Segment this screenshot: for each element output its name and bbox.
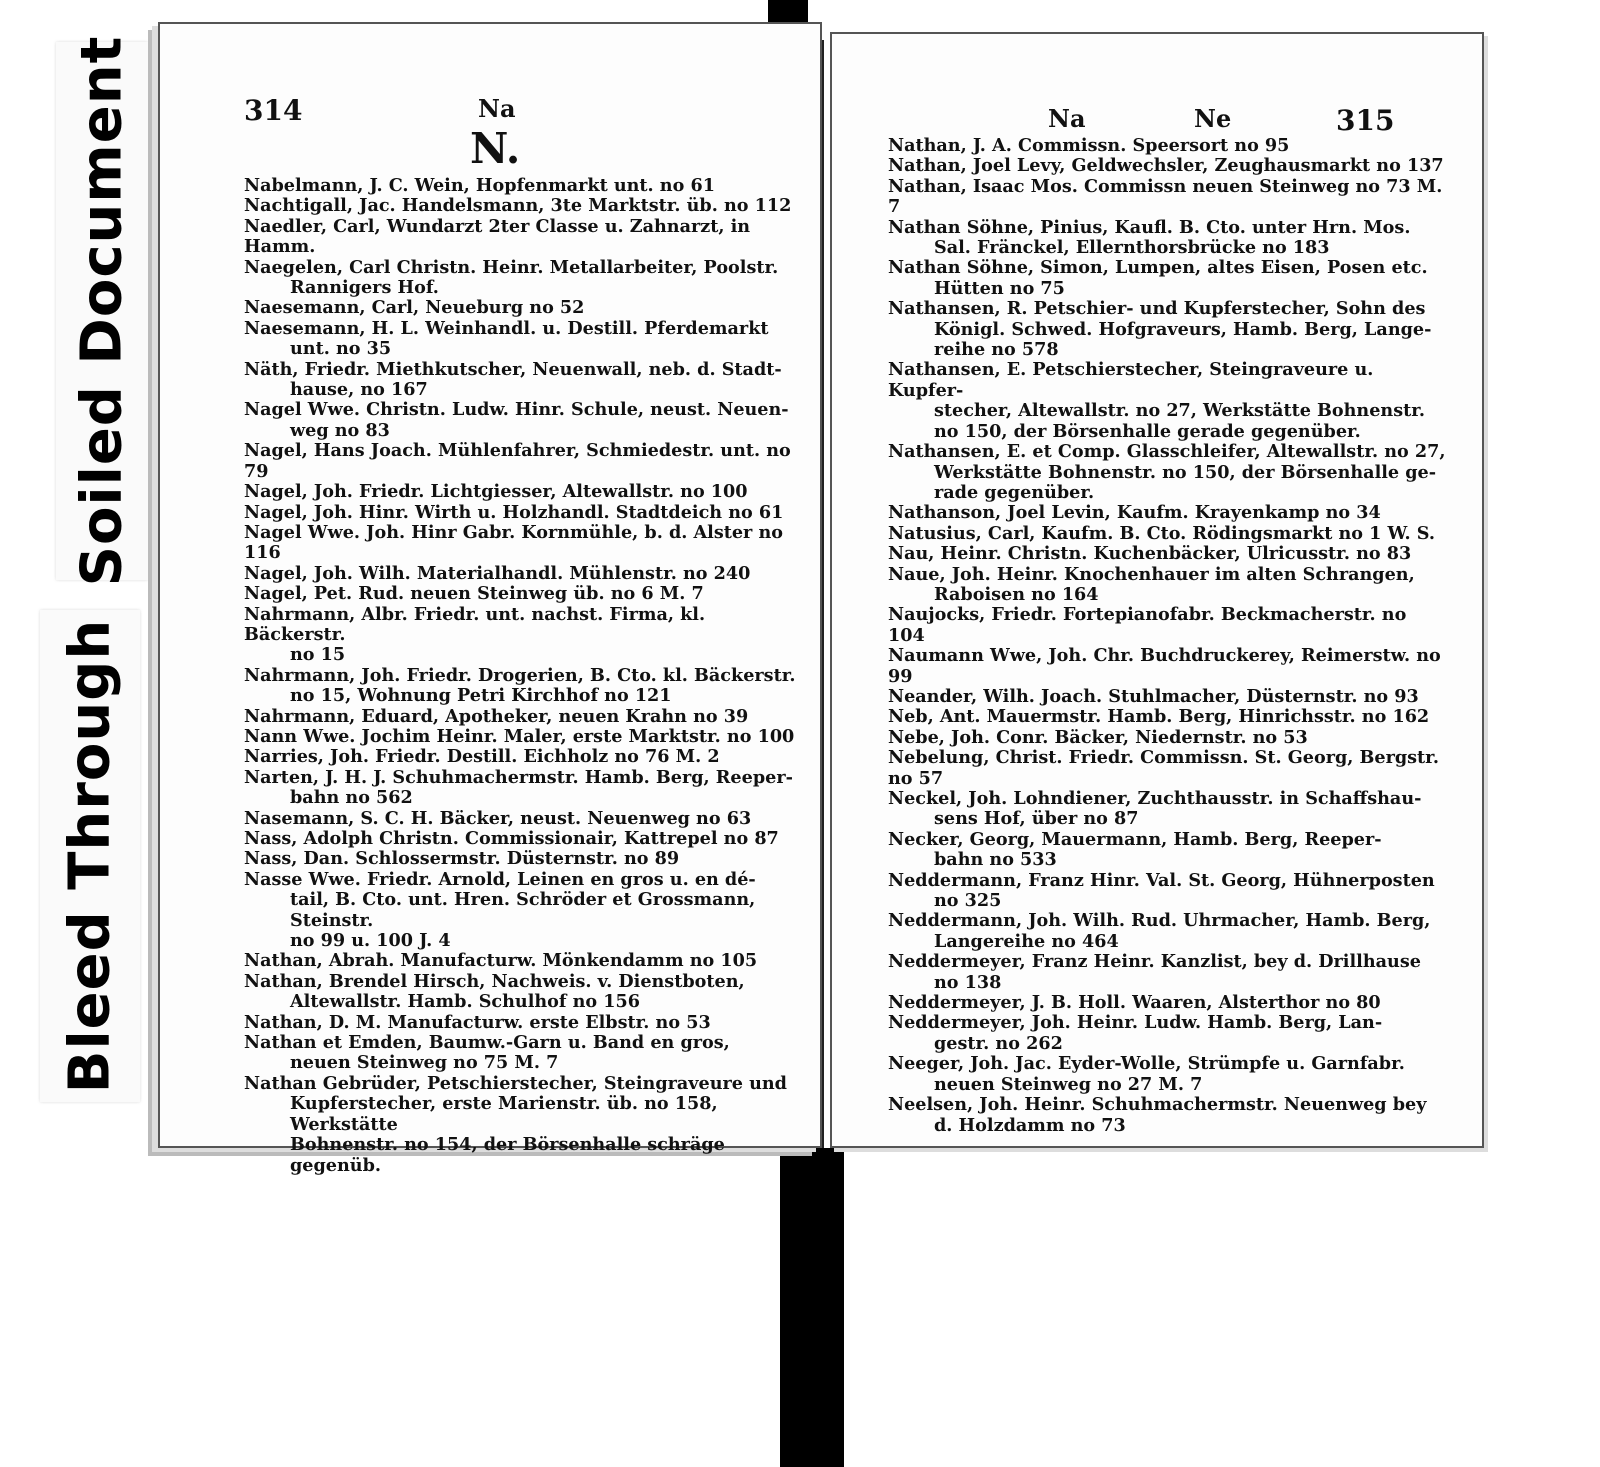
entry-continuation: stecher, Altewallstr. no 27, Werkstätte Bohnenstr. <box>934 400 1426 422</box>
directory-entry <box>244 605 804 666</box>
entry-continuation: Werkstätte Bohnenstr. no 150, der Börsenhalle ge- <box>934 461 1437 483</box>
directory-entry <box>888 605 1448 646</box>
entry-continuation: hause, no 167 <box>290 379 428 401</box>
entry-line: Nathan et Emden, Baumw.-Garn u. Band en gros, <box>244 1032 730 1054</box>
directory-entry <box>244 707 804 727</box>
entry-line: Nann Wwe. Jochim Heinr. Maler, erste Marktstr. no 100 <box>244 725 795 747</box>
entry-continuation: Raboisen no 164 <box>934 583 1099 605</box>
entry-line: Neeger, Joh. Jac. Eyder-Wolle, Strümpfe u. Garnfabr. <box>888 1053 1405 1075</box>
right-page-number: 315 <box>1336 104 1395 137</box>
entry-line: Naue, Joh. Heinr. Knochenhauer im alten Schrangen, <box>888 563 1415 585</box>
entry-continuation: neuen Steinweg no 75 M. 7 <box>290 1052 559 1074</box>
entry-continuation: no 15 <box>290 644 346 666</box>
directory-entry <box>244 727 804 747</box>
directory-entry <box>244 1013 804 1033</box>
directory-entry <box>244 584 804 604</box>
entry-continuation: bahn no 533 <box>934 849 1057 871</box>
entry-continuation: Langereihe no 464 <box>934 930 1119 952</box>
directory-entry <box>888 524 1448 544</box>
entry-line: Naujocks, Friedr. Fortepianofabr. Beckmacherstr. no 104 <box>888 604 1407 646</box>
directory-entry <box>888 830 1448 871</box>
directory-entry <box>888 503 1448 523</box>
entry-continuation: Sal. Fränckel, Ellernthorsbrücke no 183 <box>934 237 1330 259</box>
entry-continuation: bahn no 562 <box>290 787 413 809</box>
directory-entry <box>888 258 1448 299</box>
directory-entry <box>244 176 804 196</box>
entry-line: Nagel, Joh. Hinr. Wirth u. Holzhandl. Stadtdeich no 61 <box>244 501 784 523</box>
entry-line: Naesemann, Carl, Neueburg no 52 <box>244 297 585 319</box>
entry-continuation: Kupferstecher, erste Marienstr. üb. no 158, Werkstätte <box>290 1093 718 1135</box>
entry-line: Nahrmann, Albr. Friedr. unt. nachst. Firma, kl. Bäckerstr. <box>244 603 706 645</box>
directory-entry <box>888 1095 1448 1136</box>
entry-line: Nathanson, Joel Levin, Kaufm. Krayenkamp no 34 <box>888 502 1381 524</box>
directory-entry <box>244 849 804 869</box>
entry-line: Nagel, Joh. Wilh. Materialhandl. Mühlenstr. no 240 <box>244 562 751 584</box>
directory-entry <box>888 442 1448 503</box>
directory-entry <box>888 218 1448 259</box>
entry-line: Neander, Wilh. Joach. Stuhlmacher, Düsternstr. no 93 <box>888 685 1419 707</box>
entry-line: Narries, Joh. Friedr. Destill. Eichholz no 76 M. 2 <box>244 746 720 768</box>
entry-continuation: weg no 83 <box>290 419 390 441</box>
binding-strip-bottom <box>780 1148 844 1467</box>
directory-entry <box>244 809 804 829</box>
soiled-document-text: Soiled Document <box>69 35 135 587</box>
directory-entry <box>888 748 1448 789</box>
directory-entry <box>244 829 804 849</box>
entry-line: Nathan, Abrah. Manufacturw. Mönkendamm no 105 <box>244 950 758 972</box>
directory-entry <box>888 707 1448 727</box>
left-page-header: Na <box>478 94 516 123</box>
entry-continuation: rade gegenüber. <box>934 481 1095 503</box>
entry-line: Nathan, Brendel Hirsch, Nachweis. v. Dienstboten, <box>244 970 745 992</box>
entry-line: Näth, Friedr. Miethkutscher, Neuenwall, neb. d. Stadt- <box>244 358 782 380</box>
entry-line: Nagel Wwe. Joh. Hinr Gabr. Kornmühle, b. d. Alster no 116 <box>244 521 783 564</box>
entry-continuation: no 150, der Börsenhalle gerade gegenüber. <box>934 420 1361 442</box>
directory-entry <box>888 911 1448 952</box>
left-page-number: 314 <box>244 94 303 127</box>
entry-continuation: Altewallstr. Hamb. Schulhof no 156 <box>290 991 640 1013</box>
entry-line: Nabelmann, J. C. Wein, Hopfenmarkt unt. no 61 <box>244 175 715 196</box>
entry-continuation: no 138 <box>934 971 1002 993</box>
directory-entry <box>244 217 804 258</box>
directory-entry <box>244 951 804 971</box>
entry-line: Nathan Söhne, Pinius, Kaufl. B. Cto. unter Hrn. Mos. <box>888 216 1411 238</box>
bleed-through-label <box>40 610 140 1102</box>
directory-entry <box>244 482 804 502</box>
entry-line: Nathan Gebrüder, Petschierstecher, Steingraveure und <box>244 1072 787 1094</box>
directory-entry <box>888 156 1448 176</box>
entry-line: Nathan, D. M. Manufacturw. erste Elbstr. no 53 <box>244 1011 711 1033</box>
directory-entry <box>888 871 1448 912</box>
directory-entry <box>244 1074 804 1176</box>
entry-continuation: sens Hof, über no 87 <box>934 808 1139 830</box>
entry-line: Naumann Wwe, Joh. Chr. Buchdruckerey, Reimerstw. no 99 <box>888 645 1441 687</box>
directory-entry <box>888 952 1448 993</box>
entry-continuation: no 15, Wohnung Petri Kirchhof no 121 <box>290 685 672 707</box>
entry-continuation: Königl. Schwed. Hofgraveurs, Hamb. Berg, Lange- <box>934 318 1432 340</box>
directory-entry <box>888 789 1448 830</box>
directory-entry <box>888 728 1448 748</box>
entry-line: Nachtigall, Jac. Handelsmann, 3te Marktstr. üb. no 112 <box>244 195 792 217</box>
directory-entry <box>244 564 804 584</box>
entry-line: Neddermann, Franz Hinr. Val. St. Georg, Hühnerposten <box>888 869 1435 891</box>
entry-line: Nahrmann, Eduard, Apotheker, neuen Krahn no 39 <box>244 705 749 727</box>
directory-entry <box>244 972 804 1013</box>
entry-line: Nahrmann, Joh. Friedr. Drogerien, B. Cto. kl. Bäckerstr. <box>244 664 796 686</box>
entry-line: Neelsen, Joh. Heinr. Schuhmachermstr. Neuenweg bey <box>888 1094 1427 1116</box>
entry-line: Nasemann, S. C. H. Bäcker, neust. Neuenweg no 63 <box>244 807 752 829</box>
entry-line: Neddermeyer, Joh. Heinr. Ludw. Hamb. Berg, Lan- <box>888 1012 1383 1034</box>
directory-entry <box>244 400 804 441</box>
entry-continuation: d. Holzdamm no 73 <box>934 1114 1126 1136</box>
entry-line: Necker, Georg, Mauermann, Hamb. Berg, Reeper- <box>888 828 1382 850</box>
entry-continuation: tail, B. Cto. unt. Hren. Schröder et Grossmann, Steinstr. <box>290 889 756 931</box>
right-page <box>830 32 1484 1148</box>
right-page-header-right: Ne <box>1194 104 1232 133</box>
entry-line: Naesemann, H. L. Weinhandl. u. Destill. Pferdemarkt <box>244 317 769 339</box>
entry-continuation: Hütten no 75 <box>934 277 1065 299</box>
entry-line: Neddermeyer, Franz Heinr. Kanzlist, bey d. Drillhause <box>888 951 1421 973</box>
entry-line: Nass, Adolph Christn. Commissionair, Kattrepel no 87 <box>244 828 779 849</box>
directory-entry <box>244 319 804 360</box>
entry-continuation: neuen Steinweg no 27 M. 7 <box>934 1073 1203 1095</box>
directory-entry <box>888 993 1448 1013</box>
directory-entry <box>888 136 1448 156</box>
directory-entry <box>244 870 804 952</box>
entry-line: Neddermann, Joh. Wilh. Rud. Uhrmacher, Hamb. Berg, <box>888 910 1431 932</box>
entry-line: Narten, J. H. J. Schuhmachermstr. Hamb. Berg, Reeper- <box>244 766 793 788</box>
entry-continuation: reihe no 578 <box>934 339 1059 361</box>
entry-line: Naegelen, Carl Christn. Heinr. Metallarbeiter, Poolstr. <box>244 256 779 278</box>
directory-entry <box>244 768 804 809</box>
entry-line: Nathan, Joel Levy, Geldwechsler, Zeughausmarkt no 137 <box>888 155 1444 177</box>
entry-line: Nathansen, E. et Comp. Glasschleifer, Altewallstr. no 27, <box>888 441 1446 463</box>
entry-line: Neddermeyer, J. B. Holl. Waaren, Alsterthor no 80 <box>888 992 1381 1014</box>
right-entry-list <box>888 136 1448 1136</box>
directory-entry <box>888 299 1448 360</box>
section-letter: N. <box>470 124 521 173</box>
entry-continuation: no 325 <box>934 890 1002 912</box>
directory-entry <box>244 441 804 482</box>
directory-entry <box>888 646 1448 687</box>
directory-entry <box>888 1054 1448 1095</box>
entry-continuation: Bohnenstr. no 154, der Börsenhalle schräge gegenüb. <box>290 1134 725 1176</box>
directory-entry <box>244 360 804 401</box>
entry-line: Neckel, Joh. Lohndiener, Zuchthausstr. in Schaffshau- <box>888 788 1422 809</box>
directory-entry <box>888 360 1448 442</box>
entry-line: Naedler, Carl, Wundarzt 2ter Classe u. Zahnarzt, in Hamm. <box>244 215 751 258</box>
soiled-document-label <box>56 35 148 587</box>
bleed-through-text: Bleed Through <box>57 618 123 1094</box>
directory-entry <box>888 1013 1448 1054</box>
entry-line: Nebelung, Christ. Friedr. Commissn. St. Georg, Bergstr. no 57 <box>888 747 1439 789</box>
left-entry-list <box>244 176 804 1176</box>
entry-line: Nathansen, R. Petschier- und Kupferstecher, Sohn des <box>888 298 1426 320</box>
entry-line: Natusius, Carl, Kaufm. B. Cto. Rödingsmarkt no 1 W. S. <box>888 522 1435 544</box>
directory-entry <box>244 503 804 523</box>
entry-line: Nass, Dan. Schlossermstr. Düsternstr. no 89 <box>244 848 680 870</box>
entry-line: Nasse Wwe. Friedr. Arnold, Leinen en gros u. en dé- <box>244 868 756 890</box>
entry-line: Nathan, Isaac Mos. Commissn neuen Steinweg no 73 M. 7 <box>888 175 1443 218</box>
right-page-header-left: Na <box>1048 104 1086 133</box>
directory-entry <box>244 258 804 299</box>
entry-line: Nagel Wwe. Christn. Ludw. Hinr. Schule, neust. Neuen- <box>244 399 789 421</box>
directory-entry <box>888 565 1448 606</box>
entry-line: Nagel, Joh. Friedr. Lichtgiesser, Altewallstr. no 100 <box>244 481 748 503</box>
entry-continuation: no 99 u. 100 J. 4 <box>290 930 451 952</box>
directory-entry <box>244 747 804 767</box>
entry-line: Nagel, Hans Joach. Mühlenfahrer, Schmiedestr. unt. no 79 <box>244 440 791 482</box>
directory-entry <box>888 177 1448 218</box>
directory-entry <box>244 523 804 564</box>
entry-line: Nebe, Joh. Conr. Bäcker, Niedernstr. no 53 <box>888 726 1308 748</box>
entry-line: Nau, Heinr. Christn. Kuchenbäcker, Ulricusstr. no 83 <box>888 543 1412 565</box>
directory-entry <box>888 544 1448 564</box>
directory-entry <box>244 1033 804 1074</box>
directory-entry <box>244 666 804 707</box>
entry-line: Neb, Ant. Mauermstr. Hamb. Berg, Hinrichsstr. no 162 <box>888 706 1430 728</box>
entry-continuation: gestr. no 262 <box>934 1032 1063 1054</box>
directory-entry <box>888 687 1448 707</box>
directory-entry <box>244 196 804 216</box>
entry-line: Nathan Söhne, Simon, Lumpen, altes Eisen, Posen etc. <box>888 257 1428 279</box>
entry-continuation: unt. no 35 <box>290 338 392 360</box>
directory-entry <box>244 298 804 318</box>
left-page <box>158 22 822 1176</box>
entry-line: Nathan, J. A. Commissn. Speersort no 95 <box>888 135 1290 156</box>
entry-continuation: Rannigers Hof. <box>290 277 439 299</box>
entry-line: Nathansen, E. Petschierstecher, Steingraveure u. Kupfer- <box>888 359 1374 401</box>
entry-line: Nagel, Pet. Rud. neuen Steinweg üb. no 6 M. 7 <box>244 583 704 605</box>
